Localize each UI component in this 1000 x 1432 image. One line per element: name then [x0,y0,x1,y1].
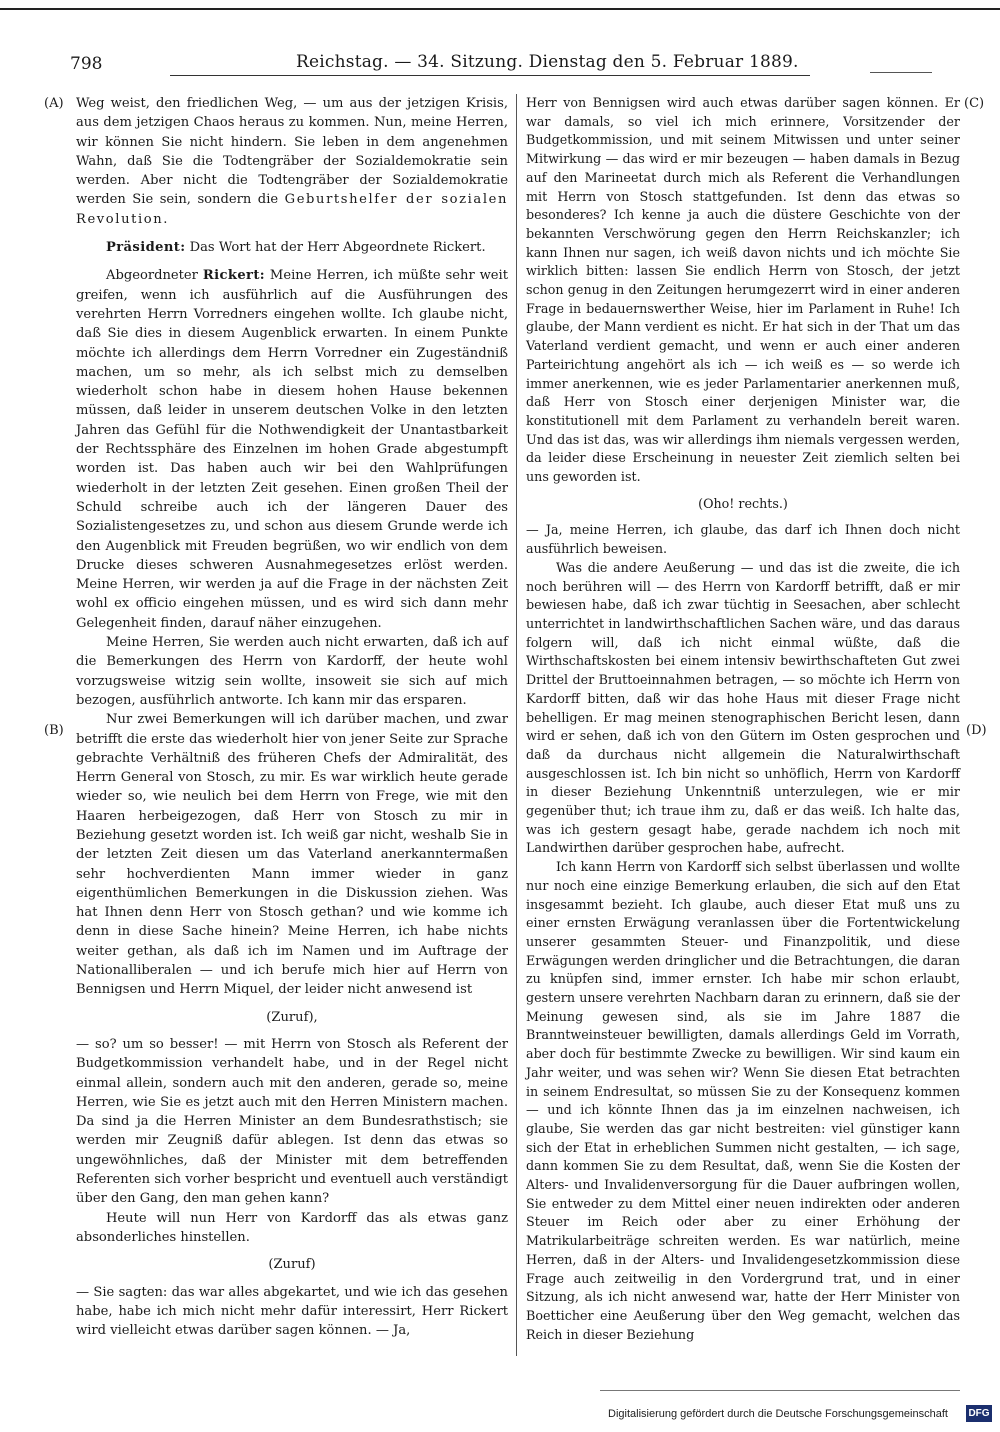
right-paragraph-1: Herr von Bennigsen wird auch etwas darüber sagen können. Er war damals, so viel ich mich erinnere, Vorsitzender der Budgetkommission, und mit seinem Mitwissen und unter seiner Mitwirkung — das wird er mir bezeugen — haben damals in Bezug auf den Marineetat durch mich als Referent die Verhandlungen mit Herrn von Stosch stattgefunden. Ist denn das etwas so besonderes? Ich kenne ja auch die düstere Geschichte von der bekannten Verschwörung gegen den Herrn Reichskanzler; ich kann Ihnen nur sagen, ich weiß davon nichts und ich möchte Sie wirklich bitten: lassen Sie endlich Herrn von Stosch, der jetzt schon genug in den Zeitungen herumgezerrt wird in einer anderen Frage in bedauernswerther Weise, hier im Parlament in Ruhe! Ich glaube, der Mann verdient es nicht. Er hat sich in der That um das Vaterland verdient gemacht, und wenn er auch einer anderen Parteirichtung angehört als ich — ich weiß es — so werde ich immer anerkennen, wie es jeder Parlamentarier anerkennen muß, daß Herr von Stosch einer derjenigen Minister war, die konstitutionell mit dem Parlament zu verhandeln bereit waren. Und das ist das, was wir allerdings ihm niemals vergessen werden, da leider diese Erscheinung in neuester Zeit ziemlich selten bei uns geworden ist. [526,95,960,485]
left-paragraph-4: Meine Herren, Sie werden auch nicht erwarten, daß ich auf die Bemerkungen des Herrn von Kardorff, der heute wohl vorzugsweise witzig sein wollte, insoweit sie sich auf mich bezogen, ausführlich antworte. Ich kann mir das ersparen. [76,635,508,708]
spaced-emphasis: Geburtshelfer der sozialen Revolution. [76,192,508,227]
left-column [76,94,508,1340]
digitization-credit: Digitalisierung gefördert durch die Deutsche Forschungsgemeinschaft [608,1408,948,1420]
right-column [526,94,960,1344]
header-right-rule [870,72,932,73]
rickert-speech-start: Abgeordneter Rickert: Meine Herren, ich müßte sehr weit greifen, wenn ich ausführlich auf die Ausführungen des verehrten Herrn Vorredners eingehen wollte. Ich glaube nicht, daß Sie dies in diesem Augenblick erwarten. In einem Punkte möchte ich allerdings dem Herrn Vorredner ein Zugeständniß machen, um so mehr, als ich selbst mich zu demselben wiederholt schon habe in diesem hohen Hause bekennen müssen, daß leider in unserem deutschen Volke in den letzten Jahren das Gefühl für die Nothwendigkeit der Unantastbarkeit der Rechtssphäre des Einzelnen im hohen Grade abgestumpft worden ist. Das haben auch wir bei den Wahlprüfungen wiederholt in der letzten Zeit gesehen. Einen großen Theil der Schuld schreibe auch ich der längeren Dauer des Sozialistengesetzes zu, und schon aus diesem Grunde werde ich den Augenblick mit Freuden begrüßen, wo wir endlich von dem Drucke dieses schweren Ausnahmegesetzes erlöst werden. Meine Herren, wir werden ja auf die Frage in der nächsten Zeit wohl ex officio eingehen müssen, und es wird sich dann mehr Gelegenheit finden, darauf näher einzugehen. [76,268,509,631]
right-paragraph-3: Was die andere Aeußerung — und das ist die zweite, die ich noch berühren will — des Herrn von Kardorff betrifft, daß er mir bewiesen habe, daß ich zwar tüchtig in Seesachen, aber schlecht unterrichtet in landwirthschaftlichen Sachen wäre, und das daraus folgern will, daß ich nicht einmal wüßte, daß die Wirthschaftskosten bei einem intensiv bewirthschafteten Gut zwei Drittel der Bruttoeinnahmen betragen, — so möchte ich Herrn von Kardorff bitten, daß wir das hohe Haus mit dieser Frage nicht behelligen. Er mag meinen stenographischen Bericht lesen, dann wird er sehen, daß ich von den Gütern im Osten gesprochen und daß da durchaus nicht allgemein die Naturalwirthschaft ausgeschlossen ist. Ich bin nicht so unhöflich, Herrn von Kardorff in dieser Beziehung Unkenntniß unterzulegen, wie er mir gegenüber thut; ich traue ihm zu, daß er das weiß. Ich halte das, was ich gestern gesagt habe, gerade nachdem ich noch mit Landwirthen darüber gesprochen habe, aufrecht. [526,559,960,856]
left-paragraph-6: — so? um so besser! — mit Herrn von Stosch als Referent der Budgetkommission verhandelt habe, und in der Regel nicht einmal allein, sondern auch mit den anderen, gerade so, meine Herren, wie Sie es jetzt auch mit den Herren Ministern machen. Da sind ja die Herren Minister an dem Bundesrathstisch; sie werden mir Zeugniß dafür ablegen. Ist denn das etwas so ungewöhnliches, daß der Minister mit dem betreffenden Referenten sich vorher bespricht und eventuell auch verständigt über den Gang, den man gehen kann? [76,1036,508,1207]
page-header [70,52,930,78]
interjection-oho: (Oho! rechts.) [698,495,788,511]
margin-marker-b: (B) [44,723,64,738]
header-rule [170,75,810,76]
footer-rule [600,1390,960,1391]
left-paragraph-5: Nur zwei Bemerkungen will ich darüber machen, und zwar betrifft die erste das wiederholt hier von jener Seite zur Sprache gebrachte Verhältniß des früheren Chefs der Admiralität, des Herrn General von Stosch, zu mir. Es war wirklich heute gerade wieder so, wie neulich bei dem Herrn von Frege, wie mit den Haaren herbeigezogen, daß Herr von Stosch zu mir in Beziehung gesetzt worden ist. Ich weiß gar nicht, weshalb Sie in der letzten Zeit diesen um das Vaterland anerkanntermaßen sehr hochverdienten Mann immer wieder in ganz eigenthümlichen Bemerkungen in die Diskussion ziehen. Was hat Ihnen denn Herr von Stosch gethan? und wie komme ich denn in diese Sache hinein? Meine Herren, ich habe nichts weiter gethan, als daß ich im Namen und im Auftrage der Nationalliberalen — und ich berufe mich hier auf Herrn von Bennigsen und Herrn Miquel, der leider nicht anwesend ist [76,712,508,998]
running-head: Reichstag. — 34. Sitzung. Dienstag den 5. Februar 1889. [296,52,799,72]
speaker-rickert: Rickert: [202,268,266,284]
president-remark: Präsident: Das Wort hat der Herr Abgeordnete Rickert. [106,240,486,256]
interjection-zuruf-2: (Zuruf) [268,1257,316,1273]
left-paragraph-8: — Sie sagten: das war alles abgekartet, und wie ich das gesehen habe, habe ich mich nicht mehr dafür interessirt, Herr Rickert wird vielleicht etwas darüber sagen können. — Ja, [76,1284,508,1339]
column-divider [516,94,517,1356]
left-paragraph-7: Heute will nun Herr von Kardorff das als etwas ganz absonderliches hinstellen. [76,1210,508,1245]
left-paragraph-1: Weg weist, den friedlichen Weg, — um aus der jetzigen Krisis, aus dem jetzigen Chaos heraus zu kommen. Nun, meine Herren, wir können Sie nicht hindern. Sie leben in dem angenehmen Wahn, daß Sie die Todtengräber der Sozialdemokratie sein werden. Aber nicht die Todtengräber der Sozialdemokratie werden Sie sein, sondern die Geburtshelfer der sozialen Revolution. [76,96,508,227]
page-number: 798 [70,54,103,74]
right-paragraph-2: — Ja, meine Herren, ich glaube, das darf ich Ihnen doch nicht ausführlich beweisen. [526,522,960,557]
margin-marker-a: (A) [44,96,64,111]
speaker-president: Präsident: [106,240,186,256]
right-paragraph-4: Ich kann Herrn von Kardorff sich selbst überlassen und wollte nur noch eine einzige Bemerkung erlauben, die sich auf den Etat insgesammt bezieht. Ich glaube, auch dieser Etat muß uns zu einer ernsten Erwägung veranlassen über die Fortentwickelung unserer gesammten Steuer- und Finanzpolitik, und diese Erwägungen werden dringlicher und die Betrachtungen, die daran zu knüpfen sind, immer ernster. Ich habe mir schon erlaubt, gestern unsere verehrten Nachbarn daran zu erinnern, daß sie der Meinung gewesen sind, als sie im Jahre 1887 die Branntweinsteuer bewilligten, damals allerdings Geld im Vorrath, aber doch für bestimmte Zwecke zu bewilligen. Wir sind kaum ein Jahr weiter, und was sehen wir? Wenn Sie diesen Etat betrachten in seinem Endresultat, so müssen Sie zu der Konsequenz kommen — und ich könnte Ihnen das ja im einzelnen nachweisen, ich glaube, Sie werden das gar nicht bestreiten: viel günstiger kann sich der Etat in erheblichen Summen nicht gestalten, — ich sage, dann kommen Sie zu dem Resultat, daß, wenn Sie die Kosten der Alters- und Invalidenversorgung für die Dauer aufbringen wollen, Sie entweder zu dem Mittel einer neuen indirekten oder anderen Steuer im Reich oder aber zu einer Erhöhung der Matrikularbeiträge schreiten werden. Es war natürlich, meine Herren, daß in der Alters- und Invalidengesetzkommission diese Frage auch zeitweilig in den Vordergrund trat, und in einer Sitzung, als ich nicht anwesend war, hatte der Herr Minister von Boetticher eine Aeußerung über den Weg gemacht, welchen das Reich in dieser Beziehung [526,859,960,1342]
top-border-line [0,8,1000,10]
dfg-logo: DFG [966,1405,992,1422]
margin-marker-c: (C) [964,96,985,111]
interjection-zuruf-1: (Zuruf), [266,1009,318,1025]
margin-marker-d: (D) [966,723,987,738]
